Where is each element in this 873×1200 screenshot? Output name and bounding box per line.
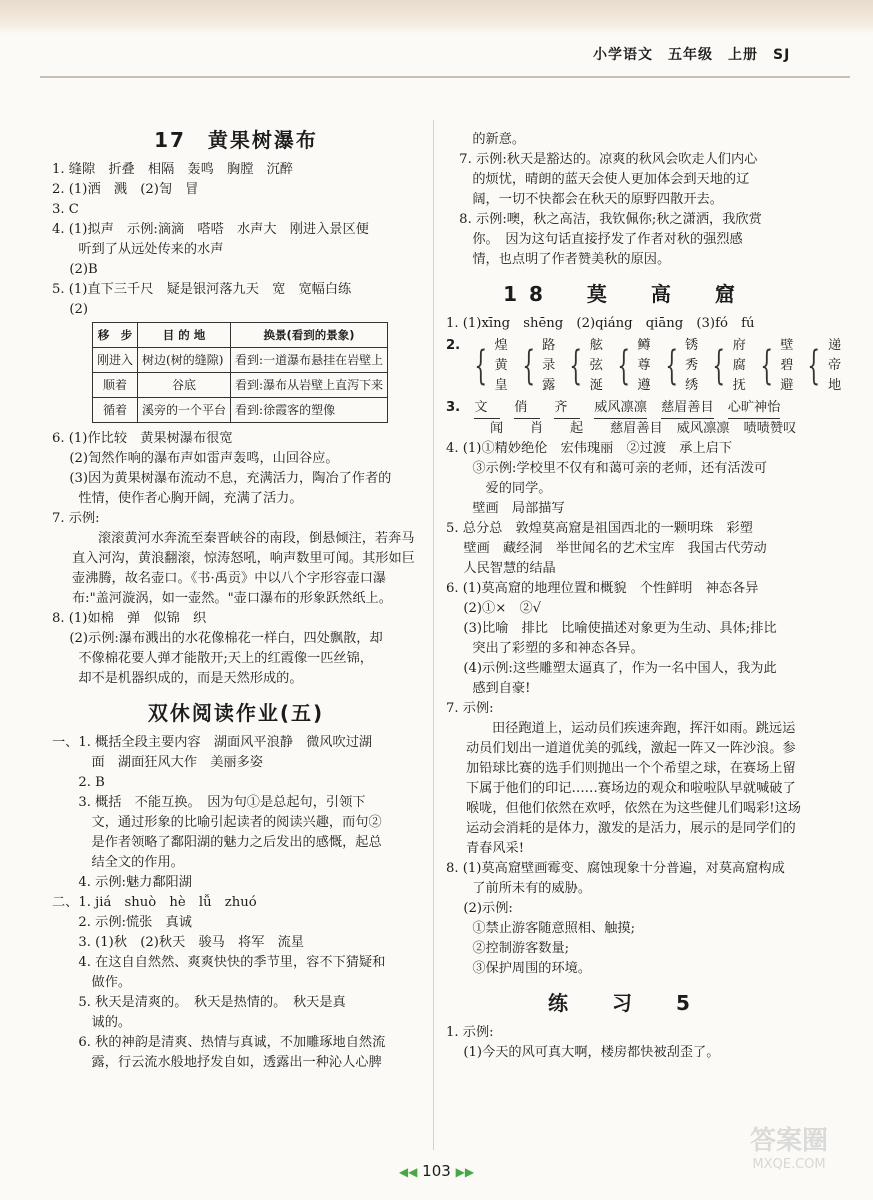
word-group xyxy=(516,336,556,396)
answer-line: 的烦忧，晴朗的蓝天会使人更加体会到天地的辽 xyxy=(446,172,750,187)
answer-line: 6. 秋的神韵是清爽、热情与真诚，不加雕琢地自然流 xyxy=(52,1035,386,1050)
answer-line: 不像棉花要人弹才能散开;天上的红霞像一匹丝锦， xyxy=(52,651,373,666)
answer-line: 人民智慧的结晶 xyxy=(446,561,556,576)
word: 露 xyxy=(542,378,556,393)
answer-line: (2) xyxy=(52,302,89,317)
word: 俏 xyxy=(514,398,540,419)
word: 鳟 xyxy=(637,338,651,353)
word: 碧 xyxy=(780,358,794,373)
answer-list-continued xyxy=(446,130,804,270)
answer-line: 面 湖面狂风大作 美丽多姿 xyxy=(52,755,263,770)
word: 帝 xyxy=(827,358,842,373)
word: 录 xyxy=(542,358,556,373)
header-rule xyxy=(40,76,850,78)
answer-line: (2)示例:瀑布溅出的水花像棉花一样白，四处飘散，却 xyxy=(52,631,383,646)
example-paragraph: 田径跑道上，运动员们疾速奔跑，挥汗如雨。跳远运动员们划出一道道优美的弧线，激起一阵又一阵沙浪。参加铅球比赛的选手们则抛出一个个希望之球，在赛场上留下属于他们的印记……赛场边的观众和啦啦队早就喊破了喉咙，但他们依然在欢呼，依然在为这些健儿们喝彩!这场运动会消耗的是体力，激发的是活力，展示的是同学们的青春风采! xyxy=(466,721,801,856)
word: 心旷神怡 xyxy=(728,398,781,419)
answer-list-18 xyxy=(446,439,804,719)
answer-line: 3. 概括 不能互换。 因为句①是总起句，引领下 xyxy=(52,795,366,810)
word: 皇 xyxy=(494,378,508,393)
word: 啧啧赞叹 xyxy=(743,421,797,436)
left-column xyxy=(52,126,420,1073)
answer-line: 壁画 藏经洞 举世闻名的艺术宝库 我国古代劳动 xyxy=(446,541,767,556)
word: 绣 xyxy=(685,378,699,393)
brace-icon: { xyxy=(807,343,821,389)
brace-icon: { xyxy=(617,343,631,389)
word: 舷 xyxy=(589,338,603,353)
example-paragraph: 滚滚黄河水奔流至秦晋峡谷的南段，倒悬倾注，若奔马直入河沟，黄浪翻滚，惊涛怒吼，响声数里可闻。其形如巨壶沸腾，故名壶口。《书·禹贡》中以八个字形容壶口瀑布:"盖河漩涡，如一壶然。"壶口瀑布的形象跃然纸上。 xyxy=(72,531,415,606)
answer-line: ③保护周围的环境。 xyxy=(446,961,592,976)
word: 锈 xyxy=(685,338,699,353)
prev-arrows-icon: ◀◀ xyxy=(398,1165,418,1179)
answer-line: 二、1. jiá shuò hè lǚ zhuó xyxy=(52,895,257,910)
table-header: 移 步 xyxy=(93,323,138,348)
answer-line: 爱的同学。 xyxy=(446,481,552,496)
answer-line: 4. 示例:魅力鄱阳湖 xyxy=(52,875,192,890)
word-match-top: 3. 文 俏 齐 威风凛凛 慈眉善目 心旷神怡 xyxy=(446,398,804,419)
answer-line: 你。 因为这句话直接抒发了作者对秋的强烈感 xyxy=(446,232,743,247)
word-group xyxy=(801,336,841,396)
answer-line: 5. 秋天是清爽的。 秋天是热情的。 秋天是真 xyxy=(52,995,346,1010)
word: 威风凛凛 xyxy=(676,421,730,436)
brace-icon: { xyxy=(760,343,773,389)
word: 秀 xyxy=(685,358,699,373)
answer-line: (3)因为黄果树瀑布流动不息，充满活力，陶冶了作者的 xyxy=(52,471,392,486)
brace-icon: { xyxy=(569,343,583,389)
answer-line: 听到了从远处传来的水声 xyxy=(52,242,224,257)
answer-list-exercise xyxy=(446,1023,804,1063)
answer-line: 4. 在这自自然然、爽爽快快的季节里，容不下猜疑和 xyxy=(52,955,386,970)
answer-line: 却不是机器织成的，而是天然形成的。 xyxy=(52,671,303,686)
answer-line: 6. (1)莫高窟的地理位置和概貌 个性鲜明 神态各异 xyxy=(446,581,759,596)
answer-line: 7. 示例: xyxy=(52,511,100,526)
answer-line: 露，行云流水般地抒发自如，透露出一种沁人心脾 xyxy=(52,1055,382,1070)
answer-line: 4. (1)①精妙绝伦 宏伟瑰丽 ②过渡 承上启下 xyxy=(446,441,733,456)
word: 遵 xyxy=(637,378,651,393)
answer-line: 3. C xyxy=(52,202,79,217)
section-title-exercise: 练 习 5 xyxy=(548,991,702,1015)
table-header: 目 的 地 xyxy=(138,323,231,348)
word-group xyxy=(611,336,651,396)
answer-line: 2. 示例:慌张 真诚 xyxy=(52,915,192,930)
table-cell: 看到:徐霞客的塑像 xyxy=(231,398,388,423)
answer-line: 8. 示例:噢，秋之高洁，我钦佩你;秋之潇洒，我欣赏 xyxy=(446,212,762,227)
answer-line: 2. (1)洒 溅 (2)訇 冒 xyxy=(52,182,199,197)
answer-line: 是作者领略了鄱阳湖的魅力之后发出的感慨，起总 xyxy=(52,835,382,850)
answer-line: 的新意。 xyxy=(446,132,526,147)
word: 闻 xyxy=(490,421,504,436)
answer-line: 7. 示例:秋天是豁达的。凉爽的秋风会吹走人们内心 xyxy=(446,152,758,167)
word: 涎 xyxy=(589,378,603,393)
word-match-bottom xyxy=(446,419,804,439)
answer-line: 1. 示例: xyxy=(446,1025,494,1040)
answer-line: 突出了彩塑的多和神态各异。 xyxy=(446,641,644,656)
table-row xyxy=(93,398,388,423)
table-cell: 循着 xyxy=(93,398,138,423)
answer-line: ①禁止游客随意照相、触摸; xyxy=(446,921,636,936)
word: 尊 xyxy=(637,358,651,373)
table-row xyxy=(93,373,388,398)
answer-line: (2)示例: xyxy=(446,901,513,916)
table-row xyxy=(93,348,388,373)
brace-icon: { xyxy=(474,343,488,389)
answer-line: 结全文的作用。 xyxy=(52,855,184,870)
answer-line: 5. (1)直下三千尺 疑是银河落九天 宽 宽幅白练 xyxy=(52,282,352,297)
word: 起 xyxy=(570,421,584,436)
word: 抚 xyxy=(732,378,746,393)
word: 慈眉善目 xyxy=(661,398,714,419)
word: 腐 xyxy=(732,358,746,373)
word: 地 xyxy=(827,378,842,393)
right-column xyxy=(446,130,842,1063)
word: 威风凛凛 xyxy=(594,398,647,419)
top-texture-band xyxy=(0,0,873,34)
answer-line: 壁画 局部描写 xyxy=(446,501,565,516)
word: 慈眉善目 xyxy=(610,421,663,436)
word: 煌 xyxy=(494,338,508,353)
answer-line: 7. 示例: xyxy=(446,701,494,716)
brace-icon: { xyxy=(712,343,726,389)
word-group xyxy=(468,336,508,396)
running-header: 小学语文 五年级 上册 SJ xyxy=(593,47,791,63)
section-title-18: 18 莫 高 窟 xyxy=(503,282,747,306)
answer-line: ②控制游客数量; xyxy=(446,941,570,956)
section-title-weekend: 双休阅读作业(五) xyxy=(147,701,325,725)
answer-line: (4)示例:这些雕塑太逼真了，作为一名中国人，我为此 xyxy=(446,661,777,676)
answer-list-weekend xyxy=(52,733,420,1073)
watermark-logo xyxy=(719,1120,859,1190)
table-cell: 谷底 xyxy=(138,373,231,398)
table-cell: 树边(树的缝隙) xyxy=(138,348,231,373)
answer-line: 了前所未有的威胁。 xyxy=(446,881,592,896)
table-cell: 溪旁的一个平台 xyxy=(138,398,231,423)
word: 府 xyxy=(732,338,746,353)
word: 避 xyxy=(780,378,794,393)
answer-line: (1)今天的风可真大啊，楼房都快被刮歪了。 xyxy=(446,1045,720,1060)
answer-line: 诚的。 xyxy=(52,1015,132,1030)
answer-line: (2)①× ②√ xyxy=(446,601,542,616)
answer-line: 感到自豪! xyxy=(446,681,531,696)
word-group xyxy=(706,336,746,396)
column-divider xyxy=(433,120,434,1150)
word-group-row: 2. { 煌 黄 皇 { 路 录 露 { 舷 弦 涎 { 鳟 尊 遵 { 锈 秀 绣 { 府 腐 抚 { 壁 碧 避 { 递 帝 地 xyxy=(446,336,804,396)
word-group xyxy=(563,336,603,396)
word-group xyxy=(754,336,794,396)
answer-line: 阔，一切不快都会在秋天的原野四散开去。 xyxy=(446,192,723,207)
answer-list-18b xyxy=(446,859,804,979)
answer-line: (3)比喻 排比 比喻使描述对象更为生动、具体;排比 xyxy=(446,621,777,636)
word: 文 xyxy=(474,398,500,419)
answer-line: 1. 缝隙 折叠 相隔 轰鸣 胸膛 沉醉 xyxy=(52,162,293,177)
word: 齐 xyxy=(554,398,580,419)
table-header: 换景(看到的景象) xyxy=(231,323,388,348)
answer-list-17c xyxy=(52,609,420,689)
word: 肖 xyxy=(530,421,544,436)
table-cell: 看到:一道瀑布悬挂在岩壁上 xyxy=(231,348,388,373)
watermark-url: MXQE.COM xyxy=(752,1157,826,1172)
answer-line: ③示例:学校里不仅有和蔼可亲的老师，还有活泼可 xyxy=(446,461,767,476)
answer-line: 情，也点明了作者赞美秋的原因。 xyxy=(446,252,671,267)
word: 黄 xyxy=(494,358,508,373)
answer-line: 一、1. 概括全段主要内容 湖面风平浪静 微风吹过湖 xyxy=(52,735,373,750)
word: 递 xyxy=(827,338,842,353)
word: 弦 xyxy=(589,358,603,373)
section-title-17: 17 黄果树瀑布 xyxy=(154,128,318,152)
page-number: 103 xyxy=(422,1162,451,1180)
answer-list-17a xyxy=(52,160,420,320)
word: 壁 xyxy=(780,338,794,353)
brace-icon: { xyxy=(664,343,678,389)
answer-line: 做作。 xyxy=(52,975,132,990)
answer-list-17b xyxy=(52,429,420,529)
answer-line: 性情，使作者心胸开阔，充满了活力。 xyxy=(52,491,303,506)
watermark-text: 答案圈 xyxy=(749,1126,828,1156)
answer-line: 8. (1)如棉 弹 似锦 织 xyxy=(52,611,207,626)
word: 路 xyxy=(542,338,556,353)
answer-line: 2. B xyxy=(52,775,105,790)
next-arrows-icon: ▶▶ xyxy=(455,1165,475,1179)
answer-line: 文，通过形象的比喻引起读者的阅读兴趣，而句② xyxy=(52,815,382,830)
answer-line: 6. (1)作比较 黄果树瀑布很宽 xyxy=(52,431,233,446)
route-table xyxy=(92,322,388,423)
answer-line: 5. 总分总 敦煌莫高窟是祖国西北的一颗明珠 彩塑 xyxy=(446,521,753,536)
answer-line: 4. (1)拟声 示例:滴滴 嗒嗒 水声大 刚进入景区便 xyxy=(52,222,369,237)
answer-line: (2)訇然作响的瀑布声如雷声轰鸣，山回谷应。 xyxy=(52,451,339,466)
answer-line: (2)B xyxy=(52,262,98,277)
table-cell: 看到:瀑布从岩壁上直泻下来 xyxy=(231,373,388,398)
table-cell: 刚进入 xyxy=(93,348,138,373)
table-cell: 顺着 xyxy=(93,373,138,398)
answer-line: 1. (1)xīng shēng (2)qiáng qiāng (3)fó fú xyxy=(446,316,755,331)
answer-line: 3. (1)秋 (2)秋天 骏马 将军 流星 xyxy=(52,935,304,950)
brace-icon: { xyxy=(522,343,535,389)
word-group xyxy=(659,336,699,396)
answer-line: 8. (1)莫高窟壁画霉变、腐蚀现象十分普遍，对莫高窟构成 xyxy=(446,861,785,876)
